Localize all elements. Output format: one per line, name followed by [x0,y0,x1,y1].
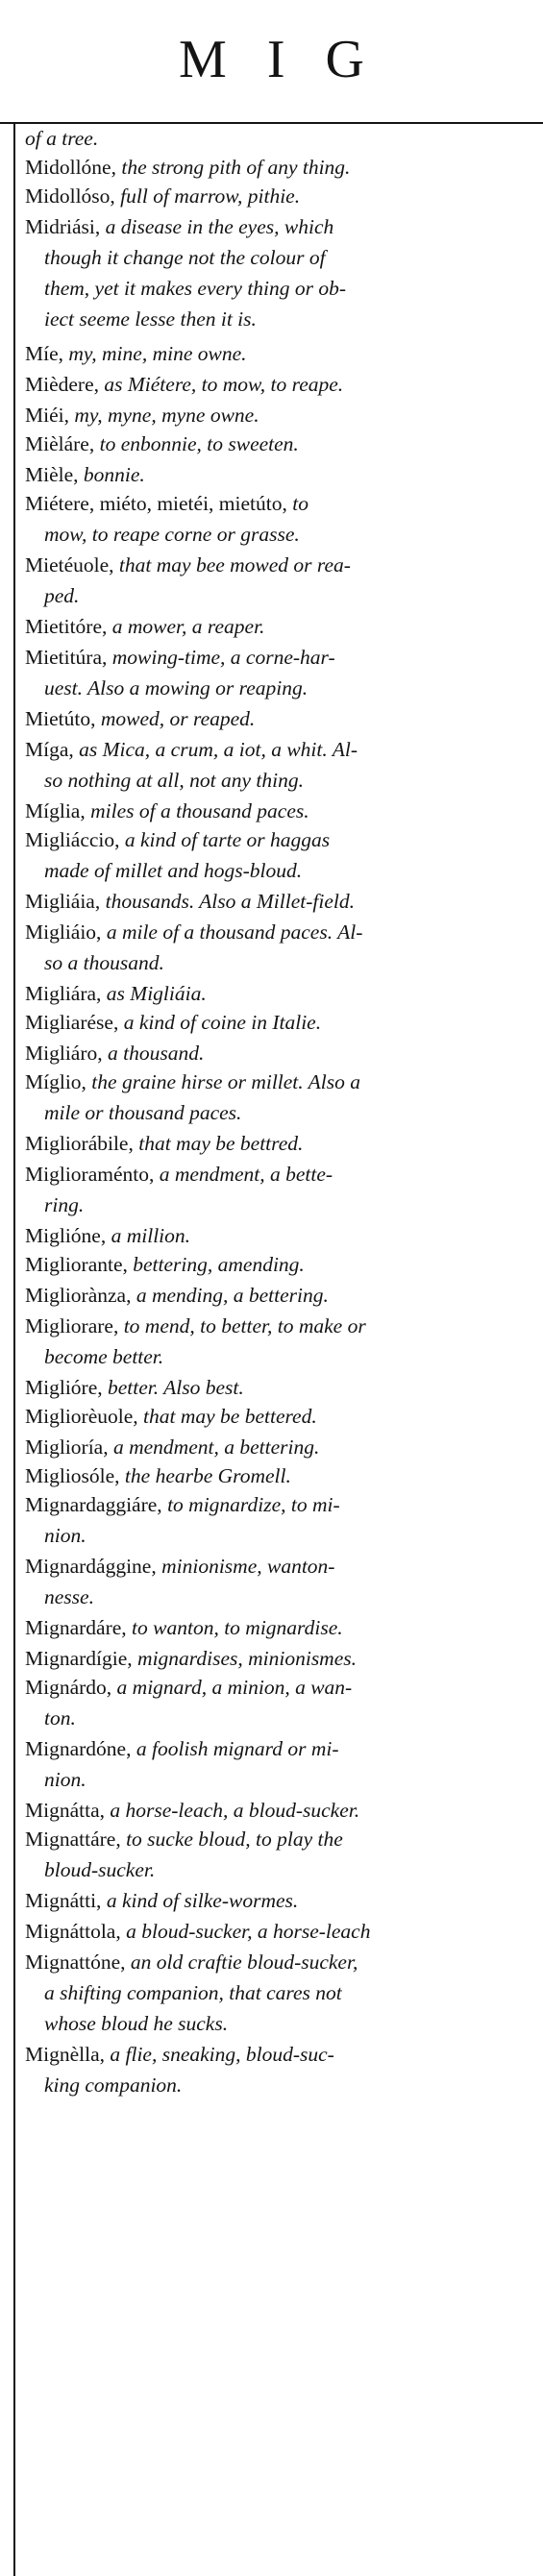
definition-text: bloud-sucker. [44,1858,156,1881]
headword: Mignátti, [25,1889,102,1912]
definition-text: a mendment, a bette- [159,1163,333,1186]
dictionary-entry [25,1401,532,1432]
page-header [0,0,543,123]
headword: Mièle, [25,463,79,486]
headword: Mignardáre, [25,1616,127,1639]
dictionary-entry [25,886,532,917]
definition-text: of a tree. [25,127,99,150]
definition-text: as Mica, a crum, a iot, a whit. Al- [79,738,358,761]
definition-text: a mending, a bettering. [136,1284,329,1307]
definition-text: an old craftie bloud-sucker, [130,1950,358,1974]
definition-text: as Migliáia. [106,982,207,1005]
dictionary-entry [25,1128,532,1159]
definition-text: ton. [44,1706,76,1730]
dictionary-entry [25,1824,532,1885]
definition-text: the hearbe Gromell. [124,1464,291,1487]
definition-text: made of millet and hogs-bloud. [44,859,303,882]
definition-text: a mile of a thousand paces. Al- [106,920,363,944]
dictionary-entry [25,734,532,796]
dictionary-entry [25,1612,532,1643]
headword: Mignárdo, [25,1676,112,1699]
definition-text: uest. Also a mowing or reaping. [44,676,309,699]
dictionary-entry [25,796,532,826]
dictionary-entry [25,1947,532,2039]
definition-text: mile or thousand paces. [44,1101,242,1124]
definition-text: nion. [44,1524,86,1547]
definition-text: so nothing at all, not any thing. [44,769,304,792]
headword: Mignardaggiáre, [25,1493,162,1516]
definition-text: mowed, or reaped. [100,707,256,730]
dictionary-entry [25,211,532,334]
definition-text: bonnie. [83,463,145,486]
dictionary-entry [25,1551,532,1612]
dictionary-entry [25,1067,532,1128]
definition-text: a shifting companion, that cares not [44,1981,342,2004]
headword: Míga, [25,738,74,761]
definition-text: nion. [44,1768,86,1791]
definition-text: bettering, amending. [133,1253,305,1276]
headword: Mignáttola, [25,1920,121,1943]
dictionary-entry [25,1280,532,1311]
definition-text: a kind of tarte or haggas [124,828,331,851]
dictionary-entry [25,1672,532,1733]
headword: Migliosóle, [25,1464,120,1487]
dictionary-entry [25,703,532,734]
dictionary-entry [25,1249,532,1280]
headword: Míglia, [25,799,86,822]
headword: Migliorànza, [25,1284,132,1307]
definition-text: iect seeme lesse then it is. [44,307,257,331]
headword: Míglio, [25,1070,86,1093]
headword: Mietitúra, [25,646,108,669]
definition-text: so a thousand. [44,951,164,974]
definition-text: that may bee mowed or rea- [118,553,351,577]
definition-text: whose bloud he sucks. [44,2012,229,2035]
dictionary-entry [25,1795,532,1826]
headword: Midriási, [25,215,101,238]
definition-text: mignardises, minionismes. [137,1647,357,1670]
definition-text: the graine hirse or millet. Also a [91,1070,360,1093]
definition-text: mowing-time, a corne-har- [111,646,335,669]
definition-text: a thousand. [108,1042,205,1065]
headword: Míe, [25,342,64,365]
dictionary-entry [25,1885,532,1916]
headword: Mietitóre, [25,615,108,638]
dictionary-entry [25,1733,532,1795]
dictionary-entry [25,917,532,978]
definition-text: a mendment, a bettering. [112,1435,320,1459]
dictionary-column [13,123,537,2576]
definition-text: a foolish mignard or mi- [136,1737,339,1760]
headword: Migliáro, [25,1042,103,1065]
definition-text: better. Also best. [108,1376,244,1399]
headword: Mignardóne, [25,1737,132,1760]
dictionary-entry [25,369,532,400]
dictionary-entry [25,400,532,430]
definition-text: full of marrow, pithie. [120,184,301,208]
headword: Miglióre, [25,1376,103,1399]
headword: Mignèlla, [25,2043,105,2066]
dictionary-entry [25,152,532,183]
dictionary-entry [25,1038,532,1068]
definition-text: a mower, a reaper. [111,615,265,638]
definition-text: to mignardize, to mi- [167,1493,340,1516]
column-rule [13,123,15,2576]
headword: Miglioría, [25,1435,109,1459]
running-head: MIG [179,30,405,89]
dictionary-entry [25,642,532,703]
definition-text: ring. [44,1193,85,1216]
dictionary-entry [25,1432,532,1462]
dictionary-entry [25,181,532,211]
dictionary-entry [25,824,532,886]
headword: Midollóso, [25,184,115,208]
dictionary-entry [25,1916,532,1947]
definition-text: miles of a thousand paces. [90,799,309,822]
definition-text: to [292,492,309,515]
dictionary-entry [25,1220,532,1251]
definition-text: thousands. Also a Millet-field. [105,890,355,913]
headword: Migliára, [25,982,102,1005]
headword: Mièláre, [25,432,95,455]
headword: Migliorábile, [25,1132,134,1155]
dictionary-entry [25,550,532,611]
definition-text: though it change not the colour of [44,246,326,269]
definition-text: a kind of coine in Italie. [123,1011,322,1034]
headword: Mièdere, [25,373,100,396]
definition-text: a flie, sneaking, bloud-suc- [110,2043,334,2066]
definition-text: a kind of silke-wormes. [106,1889,299,1912]
dictionary-entry [25,1489,532,1551]
dictionary-entry [25,123,532,154]
definition-text: to wanton, to mignardise. [132,1616,343,1639]
definition-text: a bloud-sucker, a horse-leach [126,1920,371,1943]
definition-text: the strong pith of any thing. [121,156,351,179]
definition-text: to mend, to better, to make or [123,1314,366,1337]
headword: Midollóne, [25,156,116,179]
headword: Mignattóne, [25,1950,126,1974]
headword: Migliorèuole, [25,1405,138,1428]
definition-text: nesse. [44,1585,94,1608]
headword: Migliorante, [25,1253,128,1276]
dictionary-entry [25,1007,532,1038]
dictionary-entry [25,1643,532,1674]
dictionary-entry [25,2039,532,2100]
headword: Mignattáre, [25,1828,121,1851]
headword: Migliáia, [25,890,101,913]
headword: Migliáio, [25,920,102,944]
definition-text: a mignard, a minion, a wan- [116,1676,353,1699]
definition-text: my, mine, mine owne. [68,342,247,365]
headword: Mignardígie, [25,1647,133,1670]
definition-text: my, myne, myne owne. [74,404,259,427]
definition-text: a horse-leach, a bloud-sucker. [110,1799,360,1822]
dictionary-entry [25,459,532,490]
definition-text: minionisme, wanton- [161,1555,335,1578]
definition-text: a million. [111,1224,191,1247]
definition-text: to enbonnie, to sweeten. [99,432,299,455]
dictionary-entry [25,488,532,550]
definition-text: to sucke bloud, to play the [126,1828,343,1851]
definition-text: mow, to reape corne or grasse. [44,523,300,546]
definition-text: that may be bettered. [143,1405,317,1428]
headword: Mietéuole, [25,553,114,577]
definition-text: king companion. [44,2073,183,2097]
definition-text: a disease in the eyes, which [105,215,334,238]
definition-text: them, yet it makes every thing or ob- [44,277,347,300]
definition-text: become better. [44,1345,164,1368]
headword: Migliáccio, [25,828,120,851]
dictionary-entry [25,1372,532,1403]
headword: Miétere, miéto, mietéi, mietúto, [25,492,287,515]
headword: Migliarése, [25,1011,119,1034]
dictionary-entry [25,338,532,369]
headword: Miéi, [25,404,69,427]
definition-text: that may be bettred. [138,1132,304,1155]
headword: Migliorare, [25,1314,119,1337]
dictionary-entry [25,978,532,1009]
definition-text: as Miétere, to mow, to reape. [104,373,344,396]
dictionary-entry [25,1311,532,1372]
headword: Mignátta, [25,1799,105,1822]
headword: Miglióne, [25,1224,107,1247]
dictionary-entry [25,611,532,642]
headword: Mignardággine, [25,1555,157,1578]
dictionary-entry [25,1460,532,1491]
headword: Miglioraménto, [25,1163,155,1186]
definition-text: ped. [44,584,80,607]
headword: Mietúto, [25,707,96,730]
dictionary-entry [25,429,532,459]
dictionary-entry [25,1159,532,1220]
